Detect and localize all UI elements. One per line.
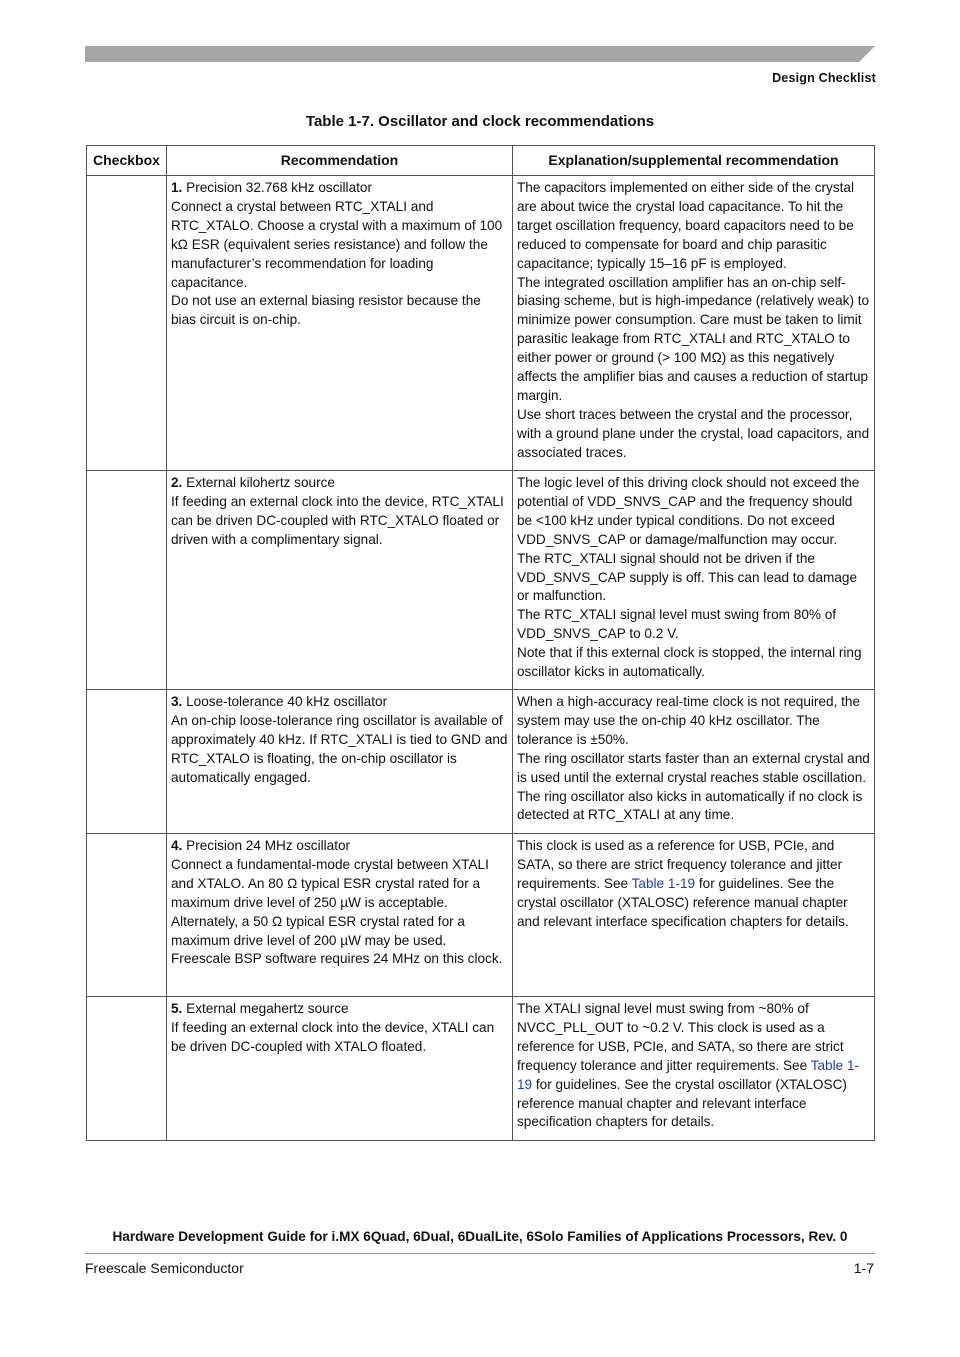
checkbox-cell[interactable]: [87, 690, 167, 834]
footer-company: Freescale Semiconductor: [85, 1260, 244, 1276]
footer-title: Hardware Development Guide for i.MX 6Quad, 6Dual, 6DualLite, 6Solo Families of Applications Processors, Rev. 0: [112, 1229, 848, 1244]
table-row: [87, 690, 875, 834]
recommendation-cell: [167, 471, 513, 690]
explanation-cell: [513, 997, 875, 1141]
oscillator-table: [86, 145, 875, 1141]
exp-text: When a high-accuracy real-time clock is not required, the system may use the on-chip 40 kHz oscillator. The tolerance is ±50%.: [517, 694, 861, 747]
table-row: [87, 834, 875, 997]
rec-text: An on-chip loose-tolerance ring oscillator is available of approximately 40 kHz. If RTC_XTALI is tied to GND and RTC_XTALO is floating, the on-chip oscillator is automatically engaged.: [171, 712, 508, 785]
exp-text: The ring oscillator starts faster than an external crystal and is used until the external crystal reaches stable oscillation. The ring oscillator also kicks in automatically if no clock is detected at RTC_XTALI at any time.: [517, 750, 870, 823]
recommendation-cell: [167, 997, 513, 1141]
section-title: Design Checklist: [772, 71, 876, 85]
footer-divider: [85, 1253, 875, 1254]
header-recommendation: Recommendation: [167, 146, 513, 176]
item-number: 1.: [171, 180, 183, 195]
checkbox-cell[interactable]: [87, 834, 167, 997]
rec-heading: 1. Precision 32.768 kHz oscillator: [171, 180, 372, 195]
explanation-cell: [513, 471, 875, 690]
recommendation-cell: [167, 690, 513, 834]
exp-text: Use short traces between the crystal and the processor, with a ground plane under the crystal, load capacitors, and associated traces.: [517, 406, 870, 460]
table-row: [87, 471, 875, 690]
table-1-19-link[interactable]: Table 1-19: [631, 875, 696, 891]
checkbox-cell[interactable]: [87, 471, 167, 690]
item-number: 3.: [171, 694, 183, 709]
rec-text: If feeding an external clock into the device, XTALI can be driven DC-coupled with XTALO floated.: [171, 1019, 495, 1054]
rec-text: Connect a fundamental-mode crystal between XTALI and XTALO. An 80 Ω typical ESR crystal rated for a maximum drive level of 250 µW is acceptable. Alternately, a 50 Ω typical ESR crystal rated for a maximum drive level of 200 µW may be used.: [171, 856, 489, 948]
checkbox-cell[interactable]: [87, 176, 167, 471]
exp-text: The RTC_XTALI signal level must swing from 80% of VDD_SNVS_CAP to 0.2 V.: [517, 607, 837, 642]
table-row: [87, 176, 875, 471]
item-number: 5.: [171, 1001, 183, 1016]
header-explanation: Explanation/supplemental recommendation: [513, 146, 875, 176]
table-caption: Table 1-7. Oscillator and clock recommendations: [305, 113, 655, 130]
rec-heading: 5. External megahertz source: [171, 1001, 349, 1016]
exp-text: The capacitors implemented on either side of the crystal are about twice the crystal load capacitance. To hit the target oscillation frequency, board capacitors need to be reduced to compensate for board and chip parasitic capacitance; typically 15–16 pF is employed.: [517, 180, 854, 271]
recommendation-cell: [167, 834, 513, 997]
item-number: 4.: [171, 838, 183, 853]
rec-text: Connect a crystal between RTC_XTALI and RTC_XTALO. Choose a crystal with a maximum of 100 kΩ ESR (equivalent series resistance) and follow the manufacturer’s recommendation for loading capacitance.: [171, 198, 503, 290]
page-number: 1-7: [853, 1260, 874, 1276]
rec-heading: 4. Precision 24 MHz oscillator: [171, 838, 351, 853]
explanation-cell: [513, 834, 875, 997]
table-header-row: [87, 146, 875, 176]
exp-text: The integrated oscillation amplifier has an on-chip self-biasing scheme, but is high-impedance (relatively weak) to minimize power consumption. Care must be taken to limit parasitic leakage from RTC_XTALI and RTC_XTALO to either power or ground (> 100 MΩ) as this negatively affects the amplifier bias and causes a reduction of startup margin.: [517, 274, 870, 403]
exp-text: The XTALI signal level must swing from ~80% of NVCC_PLL_OUT to ~0.2 V. This clock is used as a reference for USB, PCIe, and SATA, so there are strict frequency tolerance and jitter requirements. See Table 1-19 for guidelines. See the crystal oscillator (XTALOSC) reference manual chapter and relevant interface specification chapters for details.: [517, 1001, 860, 1130]
rec-text: If feeding an external clock into the device, RTC_XTALI can be driven DC-coupled with RTC_XTALO floated or driven with a complimentary signal.: [171, 493, 504, 547]
exp-text: Note that if this external clock is stopped, the internal ring oscillator kicks in automatically.: [517, 645, 862, 680]
rec-text: Freescale BSP software requires 24 MHz on this clock.: [171, 951, 503, 967]
rec-text: Do not use an external biasing resistor because the bias circuit is on-chip.: [171, 293, 481, 328]
checkbox-cell[interactable]: [87, 997, 167, 1141]
exp-text: The RTC_XTALI signal should not be driven if the VDD_SNVS_CAP supply is off. This can lead to damage or malfunction.: [517, 550, 858, 604]
item-number: 2.: [171, 475, 183, 490]
table-1-19-link[interactable]: Table 1-19: [517, 1057, 860, 1092]
header-checkbox: Checkbox: [87, 146, 167, 176]
exp-text: This clock is used as a reference for USB, PCIe, and SATA, so there are strict frequency tolerance and jitter requirements. See Table 1-19 for guidelines. See the crystal oscillator (XTALOSC) reference manual chapter and relevant interface specification chapters for details.: [517, 838, 849, 929]
rec-heading: 2. External kilohertz source: [171, 475, 335, 490]
explanation-cell: [513, 176, 875, 471]
header-bar: [85, 46, 875, 62]
rec-heading: 3. Loose-tolerance 40 kHz oscillator: [171, 694, 388, 709]
explanation-cell: [513, 690, 875, 834]
exp-text: The logic level of this driving clock should not exceed the potential of VDD_SNVS_CAP and the frequency should be <100 kHz under typical conditions. Do not exceed VDD_SNVS_CAP or damage/malfunction may occur.: [517, 475, 860, 547]
table-row: [87, 997, 875, 1141]
recommendation-cell: [167, 176, 513, 471]
